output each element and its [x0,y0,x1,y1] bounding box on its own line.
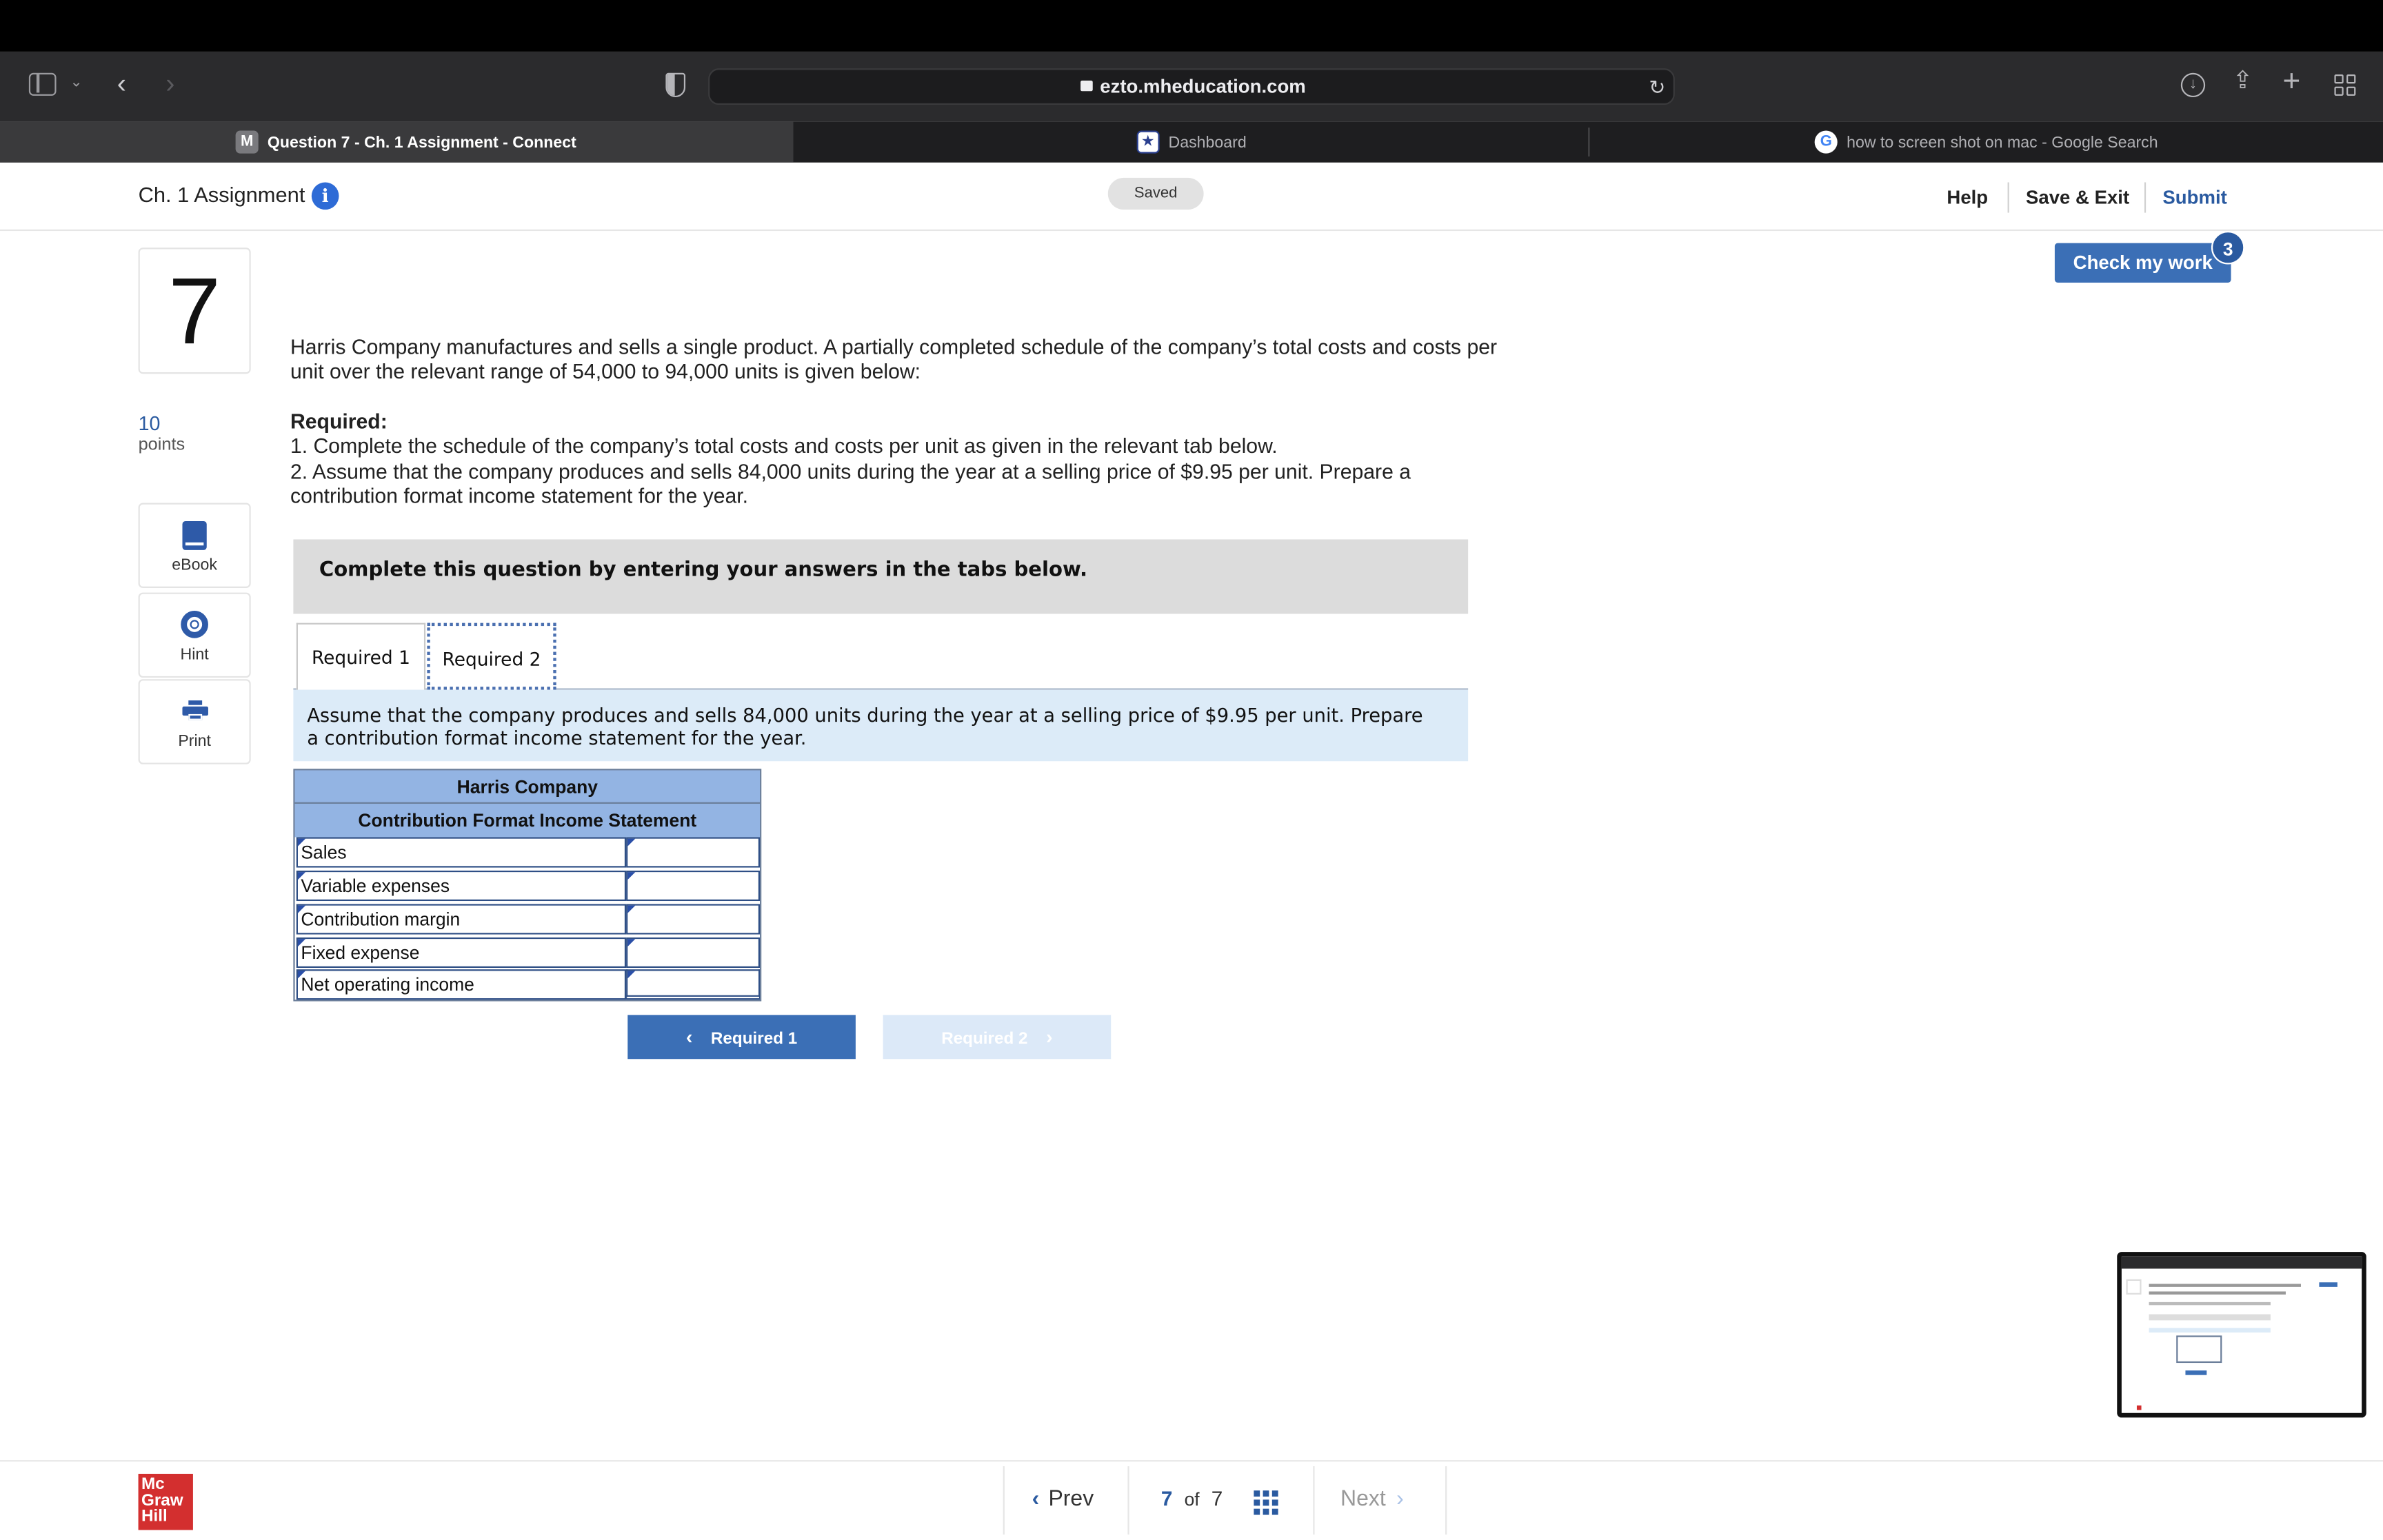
mcgraw-hill-logo: Mc Graw Hill [139,1474,193,1530]
ebook-button[interactable] [139,503,251,588]
google-favicon-icon: G [1815,131,1838,154]
download-icon[interactable]: ↓ [2181,73,2205,97]
saved-status-badge: Saved [1108,178,1204,210]
chevron-left-icon: ‹ [1032,1487,1040,1512]
address-bar[interactable] [708,68,1675,105]
assignment-title: Ch. 1 Assignment [138,182,305,207]
question-requirements: Required: 1. Complete the schedule of the company’s total costs and costs per unit as given in the relevant tab below. 2. Assume that the company produces and sells 84,000 units during the year at a selling price of $9.95 per unit. Prepare a contribution format income statement for the year. [290,410,1411,508]
star-favicon-icon: ★ [1136,131,1159,154]
sidebar-toggle-icon[interactable] [29,73,57,96]
row-label-contribution-margin[interactable]: Contribution margin [296,904,626,934]
required-heading: Required: [290,410,388,434]
chevron-right-icon: › [1045,1025,1053,1048]
ebook-label: eBook [172,556,217,575]
next-required-button[interactable]: Required 2 › [883,1015,1112,1059]
row-value-fixed-expense[interactable] [626,938,760,968]
tab-required-2[interactable]: Required 2 [427,623,556,690]
lifebuoy-icon [181,611,208,638]
row-label-net-operating-income[interactable]: Net operating income [296,969,626,1000]
chevron-right-icon: › [1396,1487,1404,1512]
row-value-sales[interactable] [626,837,760,867]
url-text: ezto.mheducation.com [1100,76,1306,98]
question-number: 7 [139,247,251,374]
footer-divider [0,1460,2383,1461]
statement-title: Contribution Format Income Statement [295,804,760,837]
header-divider [2008,182,2009,212]
tab-label: Dashboard [1168,132,1247,152]
browser-tab-google[interactable] [1589,121,2383,163]
screenshot-thumbnail[interactable] [2117,1252,2366,1417]
grid-menu-icon[interactable] [1254,1490,1278,1514]
share-icon[interactable]: ⇪ [2232,68,2253,94]
requirement-1: 1. Complete the schedule of the company’s total costs and costs per unit as given in the relevant tab below. [290,435,1278,458]
row-value-variable-expenses[interactable] [626,871,760,901]
tab-description: Assume that the company produces and sells 84,000 units during the year at a selling price of $9.95 per unit. Prepare a contribution format income statement for the year. [307,703,1423,749]
chevron-down-icon[interactable]: ⌄ [70,74,83,92]
tab-overview-icon[interactable] [2334,74,2355,96]
row-label-variable-expenses[interactable]: Variable expenses [296,871,626,901]
requirement-2: 2. Assume that the company produces and sells 84,000 units during the year at a selling price of $9.95 per unit. Prepare a [290,460,1411,483]
prev-question-button[interactable]: ‹ Prev [1032,1487,1094,1512]
points-label: points [138,436,185,455]
hint-button[interactable] [139,593,251,678]
reload-icon[interactable]: ↻ [1649,76,1666,99]
lock-icon [1080,81,1093,91]
row-value-net-operating-income[interactable] [626,969,760,1000]
instruction-panel [293,539,1468,614]
save-exit-link[interactable]: Save & Exit [2026,187,2130,208]
question-intro: Harris Company manufactures and sells a single product. A partially completed schedule of the company’s total costs and costs per unit over the relevant range of 54,000 to 94,000 units is given below: [290,336,1498,384]
page-indicator[interactable]: 7 of 7 [1160,1487,1223,1510]
statement-company: Harris Company [295,770,760,803]
row-value-contribution-margin[interactable] [626,904,760,934]
book-icon [182,521,206,550]
instruction-text: Complete this question by entering your answers in the tabs below. [319,559,1087,582]
tab-description-panel [293,690,1468,762]
screen-top-bar [0,0,2383,52]
hint-label: Hint [180,645,209,665]
forward-arrow-icon[interactable]: › [165,68,175,99]
back-arrow-icon[interactable]: ‹ [117,68,126,99]
new-tab-icon[interactable]: + [2282,65,2301,99]
points-value: 10 [138,412,161,435]
printer-icon [182,700,208,720]
header-divider [2144,182,2146,212]
tab-label: how to screen shot on mac - Google Search [1847,132,2158,152]
help-link[interactable]: Help [1947,187,1989,208]
check-attempts-badge: 3 [2211,231,2244,264]
print-button[interactable] [139,679,251,764]
submit-link[interactable]: Submit [2162,187,2227,208]
browser-tab-dashboard[interactable] [795,121,1589,163]
next-question-button[interactable]: Next › [1340,1487,1404,1512]
shield-icon[interactable] [665,73,685,97]
tab-label: Question 7 - Ch. 1 Assignment - Connect [267,132,576,152]
browser-tab-connect[interactable] [0,121,794,163]
chevron-left-icon: ‹ [685,1025,693,1048]
info-icon[interactable]: i [312,182,339,210]
row-label-fixed-expense[interactable]: Fixed expense [296,938,626,968]
prev-required-button[interactable]: ‹ Required 1 [627,1015,856,1059]
row-label-sales[interactable]: Sales [296,837,626,867]
connect-favicon-icon: M [236,131,259,154]
check-my-work-button[interactable]: Check my work [2055,243,2231,283]
print-label: Print [178,732,211,751]
tab-required-1[interactable]: Required 1 [296,623,425,690]
